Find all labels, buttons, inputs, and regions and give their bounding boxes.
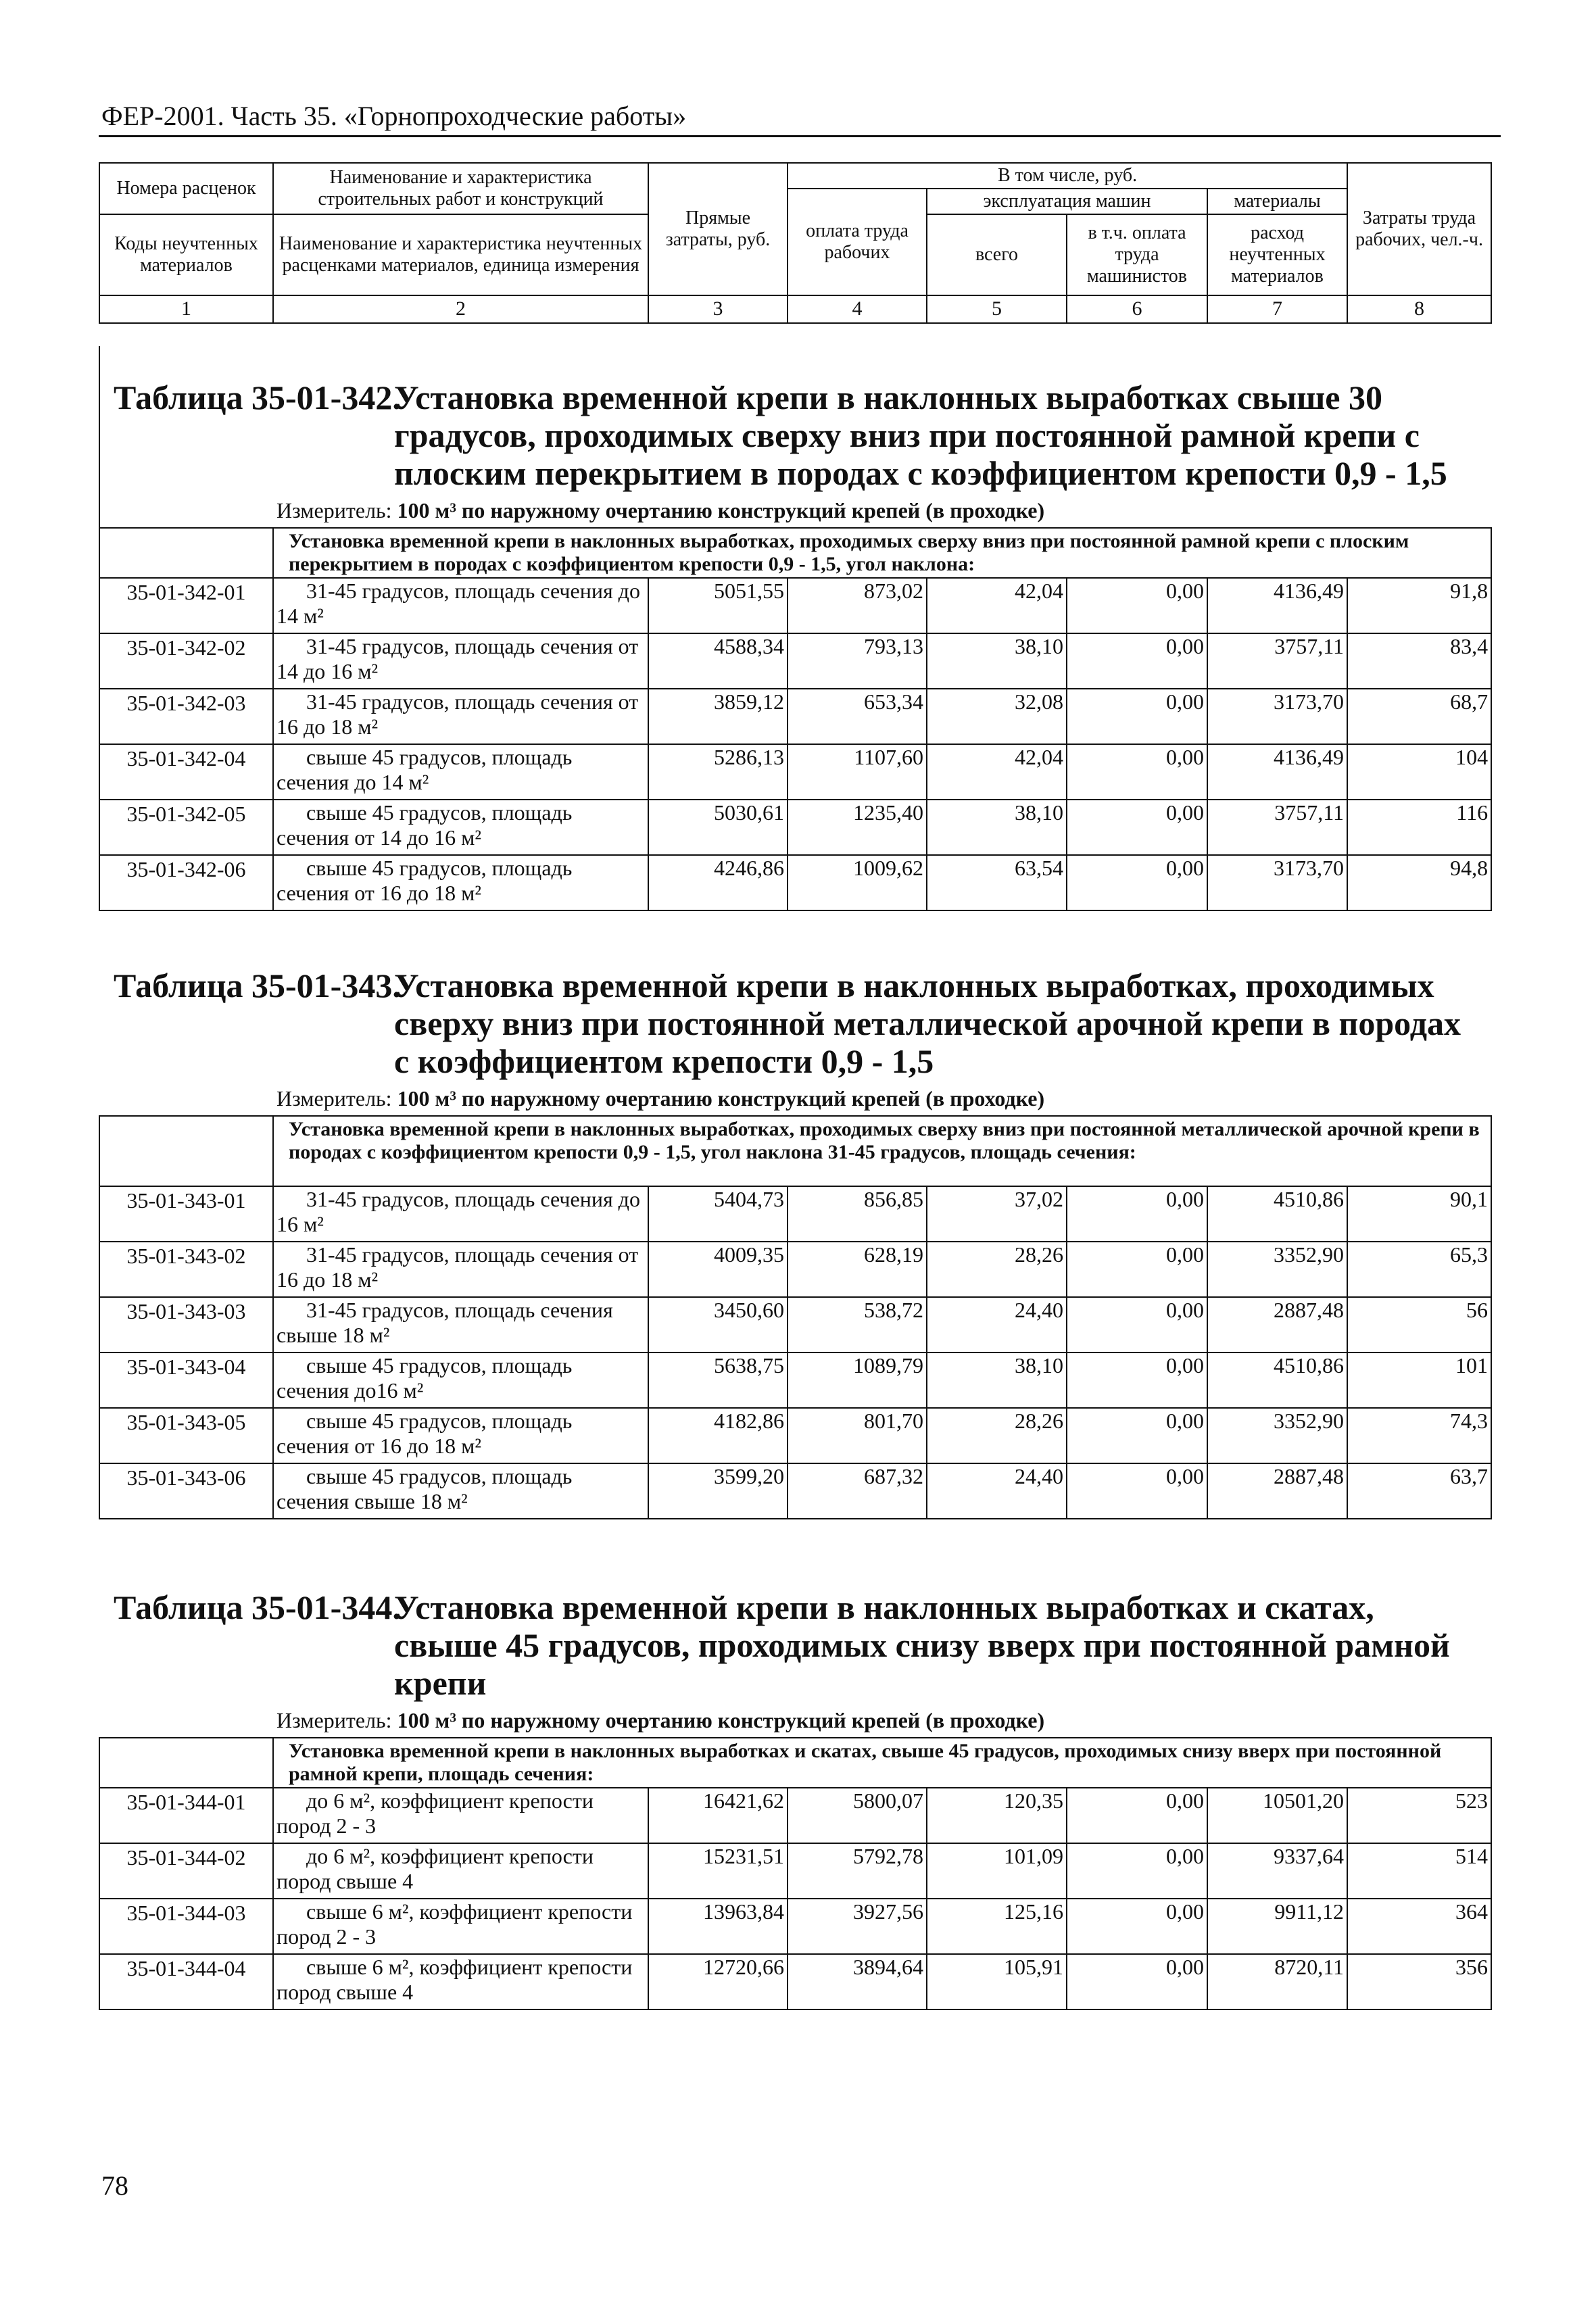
header-materials: материалы — [1207, 189, 1347, 214]
table-row — [99, 633, 1491, 689]
rates-table — [99, 527, 1492, 911]
labor-hours: 90,1 — [1347, 1186, 1491, 1242]
labor-hours: 83,4 — [1347, 633, 1491, 689]
rate-description: 31-45 градусов, площадь сечения до 16 м² — [273, 1186, 648, 1242]
machines-total: 37,02 — [927, 1186, 1067, 1242]
labor-hours: 364 — [1347, 1899, 1491, 1954]
table-row — [99, 800, 1491, 855]
labor-hours: 68,7 — [1347, 689, 1491, 744]
running-head-rule — [99, 135, 1501, 137]
labor-hours: 94,8 — [1347, 855, 1491, 910]
machinist-wages: 0,00 — [1067, 1954, 1207, 2009]
direct-costs: 3859,12 — [648, 689, 788, 744]
rates-table — [99, 1737, 1492, 2010]
machines-total: 32,08 — [927, 689, 1067, 744]
machines-total: 24,40 — [927, 1297, 1067, 1353]
rate-description: 31-45 градусов, площадь сечения от 16 до 18 м² — [273, 689, 648, 744]
measure-label: Измеритель: — [276, 498, 392, 522]
rate-code: 35-01-342-02 — [99, 633, 273, 689]
machinist-wages: 0,00 — [1067, 1463, 1207, 1519]
labor-hours: 356 — [1347, 1954, 1491, 2009]
machinist-wages: 0,00 — [1067, 1899, 1207, 1954]
machinist-wages: 0,00 — [1067, 744, 1207, 800]
materials-cost: 4136,49 — [1207, 744, 1347, 800]
worker-wages: 687,32 — [788, 1463, 927, 1519]
rate-description: свыше 6 м², коэффициент крепости пород свыше 4 — [273, 1954, 648, 2009]
group-code-cell — [99, 1738, 273, 1788]
worker-wages: 3927,56 — [788, 1899, 927, 1954]
table-title — [99, 1588, 1491, 1702]
rate-description: свыше 45 градусов, площадь сечения до16 м² — [273, 1353, 648, 1408]
worker-wages: 1009,62 — [788, 855, 927, 910]
materials-cost: 3352,90 — [1207, 1408, 1347, 1463]
rate-code: 35-01-342-01 — [99, 578, 273, 633]
measure-label: Измеритель: — [276, 1708, 392, 1732]
table-row — [99, 689, 1491, 744]
labor-hours: 65,3 — [1347, 1242, 1491, 1297]
header-col-number: 7 — [1207, 295, 1347, 323]
table-title — [99, 967, 1491, 1080]
machinist-wages: 0,00 — [1067, 578, 1207, 633]
rate-description: 31-45 градусов, площадь сечения от 14 до 16 м² — [273, 633, 648, 689]
table-title — [99, 379, 1491, 492]
labor-hours: 56 — [1347, 1297, 1491, 1353]
machinist-wages: 0,00 — [1067, 689, 1207, 744]
direct-costs: 4588,34 — [648, 633, 788, 689]
materials-cost: 8720,11 — [1207, 1954, 1347, 2009]
labor-hours: 74,3 — [1347, 1408, 1491, 1463]
materials-cost: 10501,20 — [1207, 1788, 1347, 1843]
header-machinist-wages: в т.ч. оплата труда машинистов — [1067, 214, 1207, 295]
header-machine-operation: эксплуатация машин — [927, 189, 1207, 214]
direct-costs: 3599,20 — [648, 1463, 788, 1519]
table-section-344 — [99, 1588, 1491, 2010]
rate-code: 35-01-342-06 — [99, 855, 273, 910]
table-row — [99, 1788, 1491, 1843]
header-labor-costs: Затраты труда рабочих, чел.-ч. — [1347, 163, 1491, 295]
labor-hours: 514 — [1347, 1843, 1491, 1899]
machines-total: 120,35 — [927, 1788, 1067, 1843]
header-col-number: 1 — [99, 295, 273, 323]
machines-total: 38,10 — [927, 1353, 1067, 1408]
machines-total: 42,04 — [927, 744, 1067, 800]
rate-code: 35-01-343-03 — [99, 1297, 273, 1353]
labor-hours: 116 — [1347, 800, 1491, 855]
header-col-number: 5 — [927, 295, 1067, 323]
machinist-wages: 0,00 — [1067, 1408, 1207, 1463]
measure-value: 100 м³ по наружному очертанию конструкций крепей (в проходке) — [397, 1708, 1045, 1732]
worker-wages: 873,02 — [788, 578, 927, 633]
header-rates-numbers: Номера расценок — [99, 163, 273, 214]
rate-code: 35-01-342-05 — [99, 800, 273, 855]
direct-costs: 5638,75 — [648, 1353, 788, 1408]
materials-cost: 9911,12 — [1207, 1899, 1347, 1954]
group-heading: Установка временной крепи в наклонных выработках, проходимых сверху вниз при постоянной металлической арочной крепи в породах с коэффициентом крепости 0,9 - 1,5, угол наклона 31-45 градусов, площадь сечения: — [273, 1116, 1491, 1186]
rate-description: 31-45 градусов, площадь сечения до 14 м² — [273, 578, 648, 633]
rate-code: 35-01-343-06 — [99, 1463, 273, 1519]
worker-wages: 856,85 — [788, 1186, 927, 1242]
machinist-wages: 0,00 — [1067, 1186, 1207, 1242]
direct-costs: 4009,35 — [648, 1242, 788, 1297]
direct-costs: 5404,73 — [648, 1186, 788, 1242]
materials-cost: 2887,48 — [1207, 1463, 1347, 1519]
machines-total: 42,04 — [927, 578, 1067, 633]
header-col-number: 3 — [648, 295, 788, 323]
machines-total: 101,09 — [927, 1843, 1067, 1899]
table-row — [99, 1954, 1491, 2009]
rate-code: 35-01-342-04 — [99, 744, 273, 800]
table-row — [99, 1297, 1491, 1353]
machines-total: 63,54 — [927, 855, 1067, 910]
header-worker-wages: оплата труда рабочих — [788, 189, 927, 295]
group-code-cell — [99, 1116, 273, 1186]
rate-code: 35-01-344-02 — [99, 1843, 273, 1899]
labor-hours: 63,7 — [1347, 1463, 1491, 1519]
direct-costs: 5051,55 — [648, 578, 788, 633]
rate-code: 35-01-343-01 — [99, 1186, 273, 1242]
header-col-number: 6 — [1067, 295, 1207, 323]
materials-cost: 2887,48 — [1207, 1297, 1347, 1353]
header-work-name: Наименование и характеристика строительных работ и конструкций — [273, 163, 648, 214]
machinist-wages: 0,00 — [1067, 1297, 1207, 1353]
rate-code: 35-01-343-04 — [99, 1353, 273, 1408]
worker-wages: 628,19 — [788, 1242, 927, 1297]
header-material-codes: Коды неучтенных материалов — [99, 214, 273, 295]
table-title-text: Установка временной крепи в наклонных выработках свыше 30 градусов, проходимых сверху вниз при постоянной рамной крепи с плоским перекрытием в породах с коэффициентом крепости 0,9 - 1,5 — [394, 379, 1447, 492]
materials-cost: 4510,86 — [1207, 1353, 1347, 1408]
rate-code: 35-01-344-01 — [99, 1788, 273, 1843]
rate-description: свыше 45 градусов, площадь сечения от 16 до 18 м² — [273, 1408, 648, 1463]
labor-hours: 523 — [1347, 1788, 1491, 1843]
labor-hours: 104 — [1347, 744, 1491, 800]
rate-description: 31-45 градусов, площадь сечения от 16 до 18 м² — [273, 1242, 648, 1297]
direct-costs: 5286,13 — [648, 744, 788, 800]
table-row — [99, 1353, 1491, 1408]
materials-cost: 3352,90 — [1207, 1242, 1347, 1297]
worker-wages: 653,34 — [788, 689, 927, 744]
table-section-342 — [99, 379, 1491, 911]
table-row — [99, 855, 1491, 910]
materials-cost: 4510,86 — [1207, 1186, 1347, 1242]
direct-costs: 13963,84 — [648, 1899, 788, 1954]
worker-wages: 5792,78 — [788, 1843, 927, 1899]
machines-total: 28,26 — [927, 1408, 1067, 1463]
machines-total: 28,26 — [927, 1242, 1067, 1297]
group-heading: Установка временной крепи в наклонных выработках и скатах, свыше 45 градусов, проходимых снизу вверх при постоянной рамной крепи, площадь сечения: — [273, 1738, 1491, 1788]
machinist-wages: 0,00 — [1067, 1843, 1207, 1899]
header-col-number: 8 — [1347, 295, 1491, 323]
measure-label: Измеритель: — [276, 1086, 392, 1111]
table-row — [99, 1463, 1491, 1519]
table-row — [99, 1186, 1491, 1242]
table-number: Таблица 35-01-344. — [114, 1588, 401, 1626]
table-row — [99, 1843, 1491, 1899]
rate-description: свыше 45 градусов, площадь сечения свыше 18 м² — [273, 1463, 648, 1519]
machines-total: 105,91 — [927, 1954, 1067, 2009]
group-code-cell — [99, 528, 273, 578]
machines-total: 125,16 — [927, 1899, 1067, 1954]
worker-wages: 5800,07 — [788, 1788, 927, 1843]
header-unaccounted-materials: расход неучтенных материалов — [1207, 214, 1347, 295]
table-section-343 — [99, 967, 1491, 1519]
materials-cost: 4136,49 — [1207, 578, 1347, 633]
direct-costs: 15231,51 — [648, 1843, 788, 1899]
machinist-wages: 0,00 — [1067, 1242, 1207, 1297]
worker-wages: 801,70 — [788, 1408, 927, 1463]
materials-cost: 9337,64 — [1207, 1843, 1347, 1899]
table-title-text: Установка временной крепи в наклонных выработках и скатах, свыше 45 градусов, проходимых снизу вверх при постоянной рамной крепи — [394, 1588, 1450, 1702]
worker-wages: 1107,60 — [788, 744, 927, 800]
machines-total: 38,10 — [927, 800, 1067, 855]
rate-description: свыше 45 градусов, площадь сечения от 14 до 16 м² — [273, 800, 648, 855]
machinist-wages: 0,00 — [1067, 800, 1207, 855]
worker-wages: 3894,64 — [788, 1954, 927, 2009]
worker-wages: 1089,79 — [788, 1353, 927, 1408]
materials-cost: 3173,70 — [1207, 689, 1347, 744]
page-number: 78 — [101, 2170, 128, 2201]
rate-description: до 6 м², коэффициент крепости пород свыше 4 — [273, 1843, 648, 1899]
header-including: В том числе, руб. — [788, 163, 1347, 189]
table-number: Таблица 35-01-343. — [114, 967, 401, 1004]
measure-line — [276, 1086, 1491, 1111]
rate-description: свыше 6 м², коэффициент крепости пород 2 - 3 — [273, 1899, 648, 1954]
direct-costs: 5030,61 — [648, 800, 788, 855]
table-number: Таблица 35-01-342. — [114, 379, 401, 416]
machines-total: 38,10 — [927, 633, 1067, 689]
table-row — [99, 744, 1491, 800]
table-row — [99, 578, 1491, 633]
worker-wages: 1235,40 — [788, 800, 927, 855]
materials-cost: 3757,11 — [1207, 800, 1347, 855]
rate-description: 31-45 градусов, площадь сечения свыше 18 м² — [273, 1297, 648, 1353]
direct-costs: 16421,62 — [648, 1788, 788, 1843]
rate-code: 35-01-343-02 — [99, 1242, 273, 1297]
column-header-table — [99, 162, 1492, 324]
header-direct-costs: Прямые затраты, руб. — [648, 163, 788, 295]
header-material-name: Наименование и характеристика неучтенных расценками материалов, единица измерения — [273, 214, 648, 295]
table-row — [99, 1408, 1491, 1463]
machinist-wages: 0,00 — [1067, 1353, 1207, 1408]
materials-cost: 3173,70 — [1207, 855, 1347, 910]
header-col-number: 2 — [273, 295, 648, 323]
worker-wages: 538,72 — [788, 1297, 927, 1353]
table-row — [99, 1242, 1491, 1297]
direct-costs: 3450,60 — [648, 1297, 788, 1353]
machinist-wages: 0,00 — [1067, 1788, 1207, 1843]
running-head: ФЕР-2001. Часть 35. «Горнопроходческие работы» — [101, 101, 687, 131]
measure-line — [276, 1707, 1491, 1733]
rate-code: 35-01-343-05 — [99, 1408, 273, 1463]
group-heading: Установка временной крепи в наклонных выработках, проходимых сверху вниз при постоянной рамной крепи с плоским перекрытием в породах с коэффициентом крепости 0,9 - 1,5, угол наклона: — [273, 528, 1491, 578]
table-title-text: Установка временной крепи в наклонных выработках, проходимых сверху вниз при постоянной металлической арочной крепи в породах с коэффициентом крепости 0,9 - 1,5 — [394, 967, 1461, 1080]
rate-code: 35-01-344-03 — [99, 1899, 273, 1954]
machines-total: 24,40 — [927, 1463, 1067, 1519]
direct-costs: 4182,86 — [648, 1408, 788, 1463]
rate-code: 35-01-342-03 — [99, 689, 273, 744]
header-col-number: 4 — [788, 295, 927, 323]
worker-wages: 793,13 — [788, 633, 927, 689]
rate-description: до 6 м², коэффициент крепости пород 2 - 3 — [273, 1788, 648, 1843]
machinist-wages: 0,00 — [1067, 855, 1207, 910]
direct-costs: 12720,66 — [648, 1954, 788, 2009]
measure-value: 100 м³ по наружному очертанию конструкций крепей (в проходке) — [397, 498, 1045, 522]
table-row — [99, 1899, 1491, 1954]
labor-hours: 91,8 — [1347, 578, 1491, 633]
rates-table — [99, 1115, 1492, 1519]
machinist-wages: 0,00 — [1067, 633, 1207, 689]
header-machines-total: всего — [927, 214, 1067, 295]
rate-description: свыше 45 градусов, площадь сечения до 14 м² — [273, 744, 648, 800]
direct-costs: 4246,86 — [648, 855, 788, 910]
measure-line — [276, 497, 1491, 523]
rate-code: 35-01-344-04 — [99, 1954, 273, 2009]
materials-cost: 3757,11 — [1207, 633, 1347, 689]
measure-value: 100 м³ по наружному очертанию конструкций крепей (в проходке) — [397, 1086, 1045, 1111]
rate-description: свыше 45 градусов, площадь сечения от 16 до 18 м² — [273, 855, 648, 910]
labor-hours: 101 — [1347, 1353, 1491, 1408]
